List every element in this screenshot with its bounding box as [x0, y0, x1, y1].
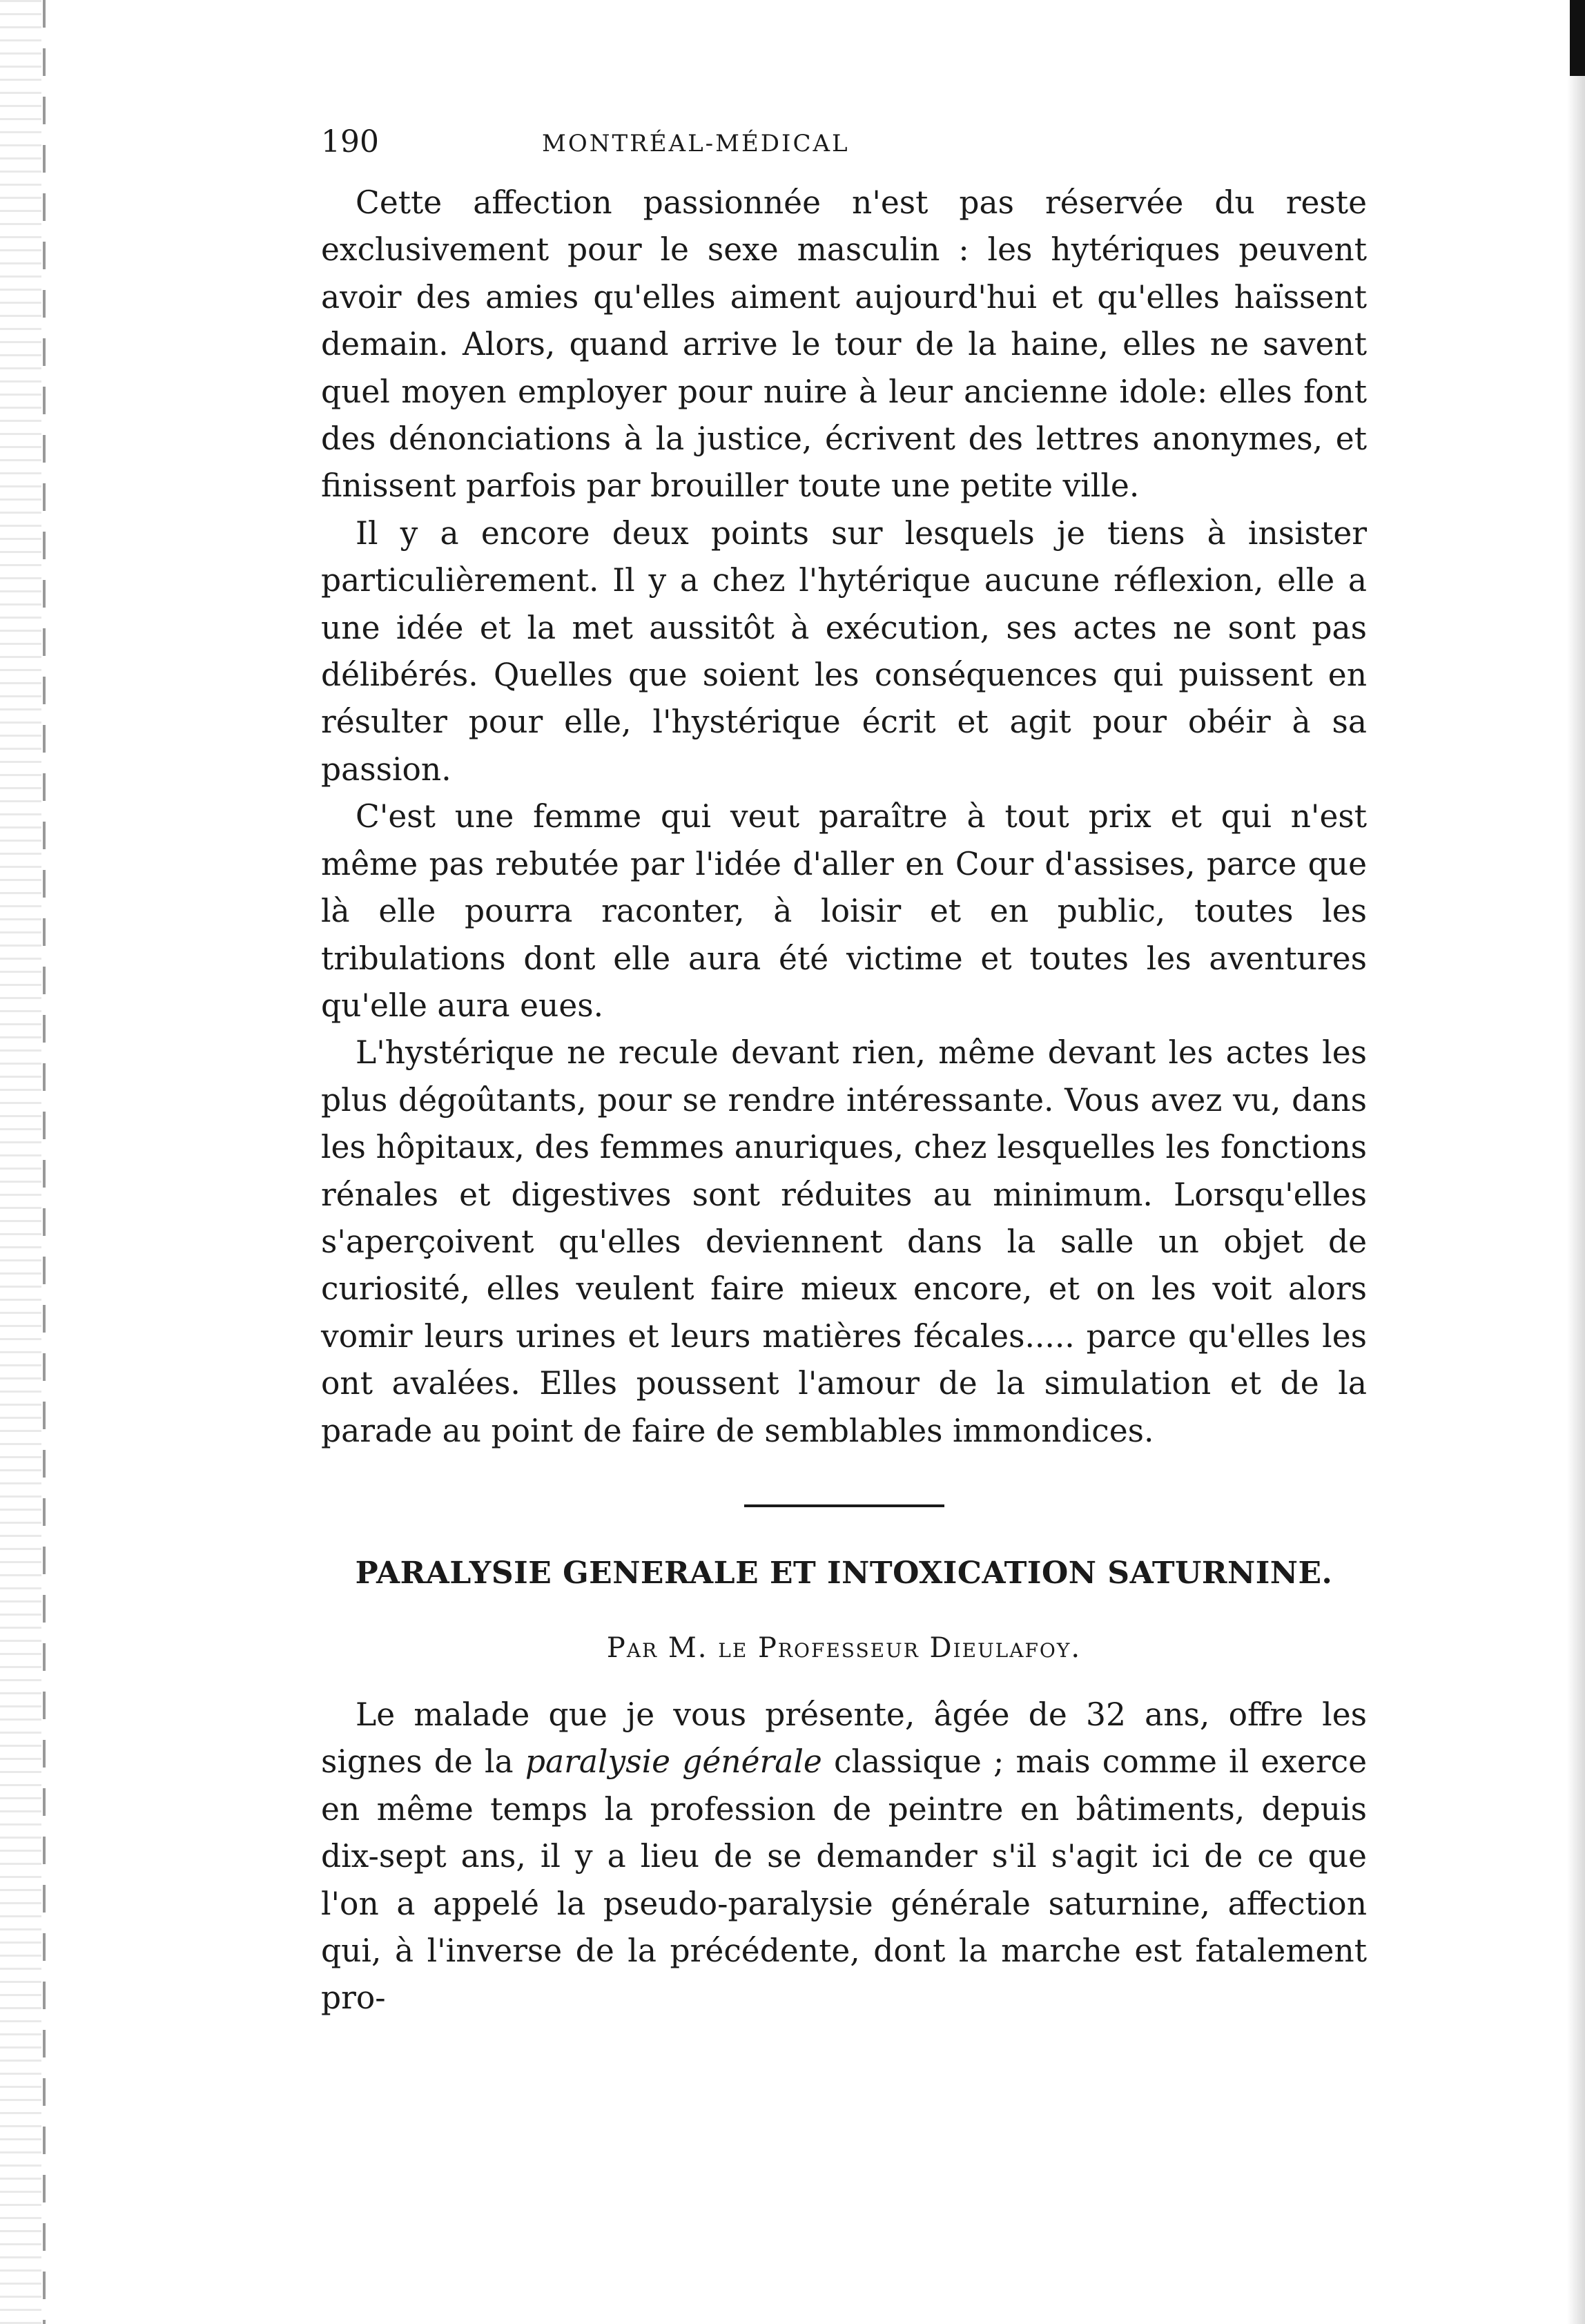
article-body	[321, 1692, 1367, 2022]
article-title: PARALYSIE GENERALE ET INTOXICATION SATURNINE.	[355, 1555, 1333, 1591]
book-page	[321, 124, 1367, 2022]
section-divider	[744, 1504, 944, 1507]
scan-edge-binding	[43, 0, 46, 2324]
scan-edge-mark	[1570, 0, 1585, 76]
paragraph: Cette affection passionnée n'est pas réservée du reste exclusivement pour le sexe masculin : les hytériques peuvent avoir des amies qu'elles aiment aujourd'hui et qu'elles haïssent demain. Alors, quand arrive le tour de la haine, elles ne savent quel moyen employer pour nuire à leur ancienne idole: elles font des dénonciations à la justice, écrivent des lettres anonymes, et finissent parfois par brouiller toute une petite ville.	[321, 184, 1367, 505]
article-author: Par M. le Professeur Dieulafoy.	[606, 1631, 1082, 1664]
paragraph: C'est une femme qui veut paraître à tout prix et qui n'est même pas rebutée par l'idée d'aller en Cour d'assises, parce que là elle pourra raconter, à loisir et en public, toutes les tribulations dont elle aura été victime et toutes les aventures qu'elle aura eues.	[321, 798, 1367, 1024]
scan-edge-right	[1567, 0, 1585, 2324]
scan-edge-left	[0, 0, 41, 2324]
page-number: 190	[321, 124, 379, 159]
paragraph-text: classique ; mais comme il exerce en même temps la profession de peintre en bâtiments, depuis dix-sept ans, il y a lieu de se demander s'il s'agit ici de ce que l'on a appelé la pseudo-paralysie générale saturnine, affection qui, à l'inverse de la précédente, dont la marche est fatalement pro-	[321, 1743, 1367, 2017]
emphasis-text: paralysie générale	[525, 1743, 822, 1781]
paragraph	[321, 1692, 1367, 2022]
running-head	[321, 124, 1367, 180]
journal-title: MONTRÉAL-MÉDICAL	[542, 130, 850, 157]
paragraph: Il y a encore deux points sur lesquels je tiens à insister particulièrement. Il y a chez l'hytérique aucune réflexion, elle a une idée et la met aussitôt à exécution, ses actes ne sont pas délibérés. Quelles que soient les conséquences qui puissent en résulter pour elle, l'hystérique écrit et agit pour obéir à sa passion.	[321, 514, 1367, 788]
paragraph: L'hystérique ne recule devant rien, même devant les actes les plus dégoûtants, pour se rendre intéressante. Vous avez vu, dans les hôpitaux, des femmes anuriques, chez lesquelles les fonctions rénales et digestives sont réduites au minimum. Lorsqu'elles s'aperçoivent qu'elles deviennent dans la salle un objet de curiosité, elles veulent faire mieux encore, et on les voit alors vomir leurs urines et leurs matières fécales..... parce qu'elles les ont avalées. Elles poussent l'amour de la simulation et de la parade au point de faire de semblables immondices.	[321, 1034, 1367, 1449]
paragraph-text: Le malade que je vous présente, âgée de 32 ans, offre les signes de la	[321, 1696, 1367, 1781]
body-text	[321, 180, 1367, 1455]
